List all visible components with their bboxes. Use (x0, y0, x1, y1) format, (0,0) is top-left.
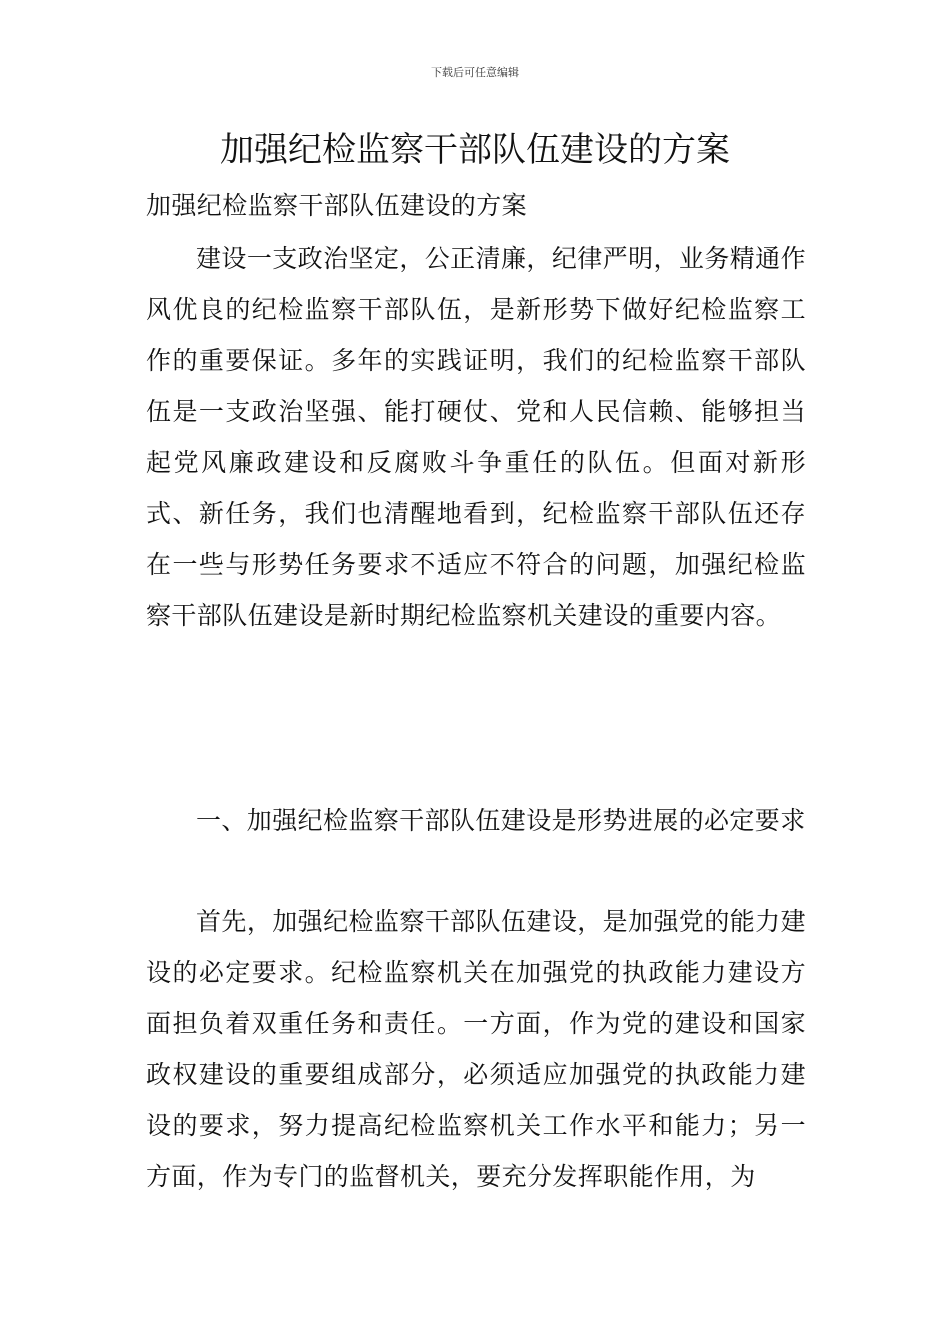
section-heading: 一、加强纪检监察干部队伍建设是形势进展的必定要求 (196, 806, 806, 835)
document-body (146, 180, 806, 1202)
document-title: 加强纪检监察干部队伍建设的方案 (220, 130, 730, 170)
intro-paragraph: 建设一支政治坚定，公正清廉，纪律严明，业务精通作风优良的纪检监察干部队伍，是新形势下做好纪检监察工作的重要保证。多年的实践证明，我们的纪检监察干部队伍是一支政治坚强、能打硬仗、党和人民信赖、能够担当起党风廉政建设和反腐败斗争重任的队伍。但面对新形式、新任务，我们也清醒地看到，纪检监察干部队伍还存在一些与形势任务要求不适应不符合的问题，加强纪检监察干部队伍建设是新时期纪检监察机关建设的重要内容。 (146, 244, 806, 630)
document-subtitle: 加强纪检监察干部队伍建设的方案 (146, 191, 528, 220)
body-paragraph: 首先，加强纪检监察干部队伍建设，是加强党的能力建设的必定要求。纪检监察机关在加强党的执政能力建设方面担负着双重任务和责任。一方面，作为党的建设和国家政权建设的重要组成部分，必须适应加强党的执政能力建设的要求，努力提高纪检监察机关工作水平和能力；另一方面，作为专门的监督机关，要充分发挥职能作用，为 (146, 907, 806, 1191)
page-header-note: 下载后可任意编辑 (431, 66, 519, 79)
